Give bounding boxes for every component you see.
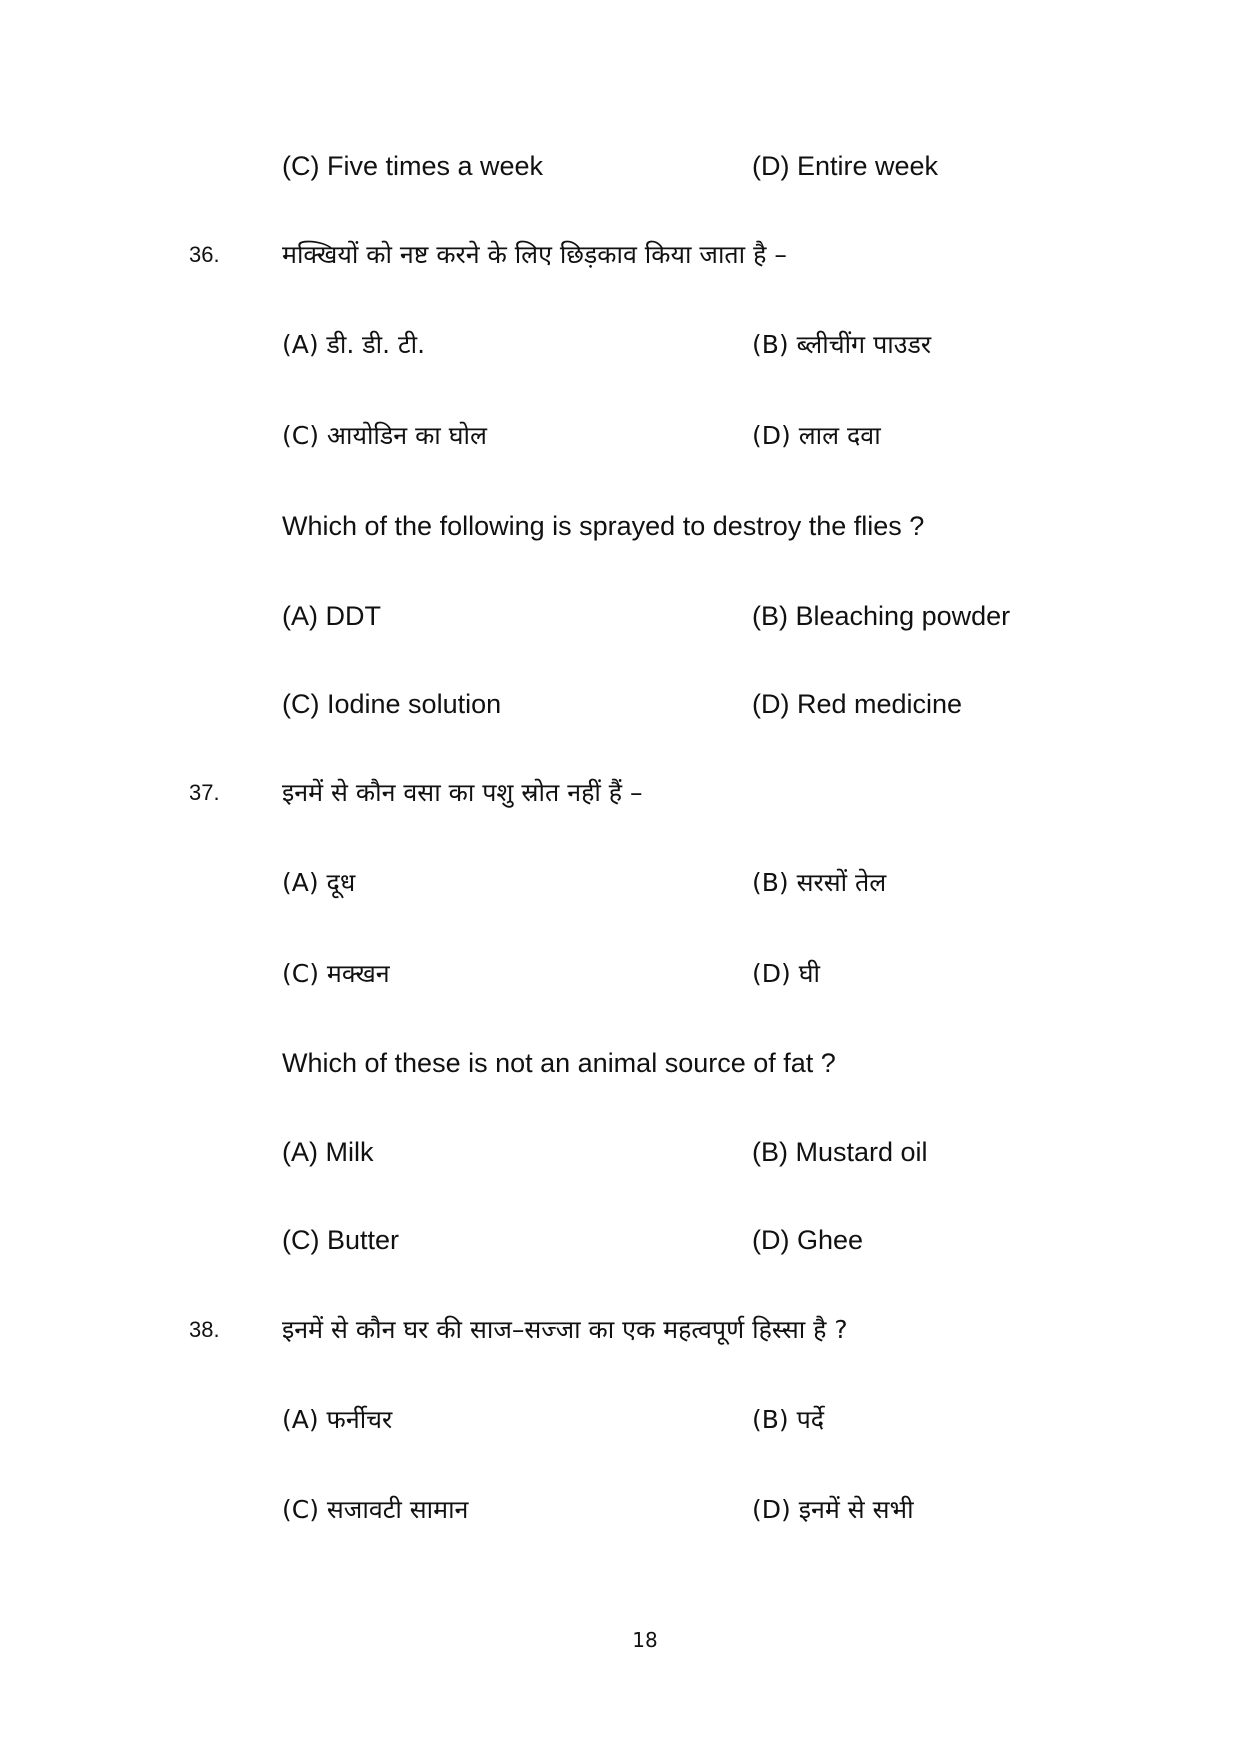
option-b-hindi: (B) ब्लीचींग पाउडर (752, 330, 932, 359)
option-d-english: (D) Red medicine (752, 689, 963, 719)
question-text-english: Which of the following is sprayed to destroy the flies ? (282, 511, 925, 541)
option-d-hindi: (D) लाल दवा (752, 421, 881, 450)
question-38-hindi-options-ab (0, 1400, 1241, 1440)
option-a-hindi: (A) फर्नीचर (282, 1405, 393, 1434)
option-d-hindi: (D) घी (752, 959, 820, 988)
option-c-english: (C) Butter (282, 1225, 400, 1255)
question-number: 36. (189, 242, 220, 267)
question-text-english: Which of these is not an animal source of fat ? (282, 1048, 836, 1078)
question-37-hindi-options-ab (0, 863, 1241, 903)
option-c-hindi: (C) सजावटी सामान (282, 1495, 469, 1524)
option-a-english: (A) DDT (282, 601, 381, 631)
option-c: (C) Five times a week (282, 151, 544, 181)
question-text-hindi: इनमें से कौन घर की साज–सज्जा का एक महत्वपूर्ण हिस्सा है ? (282, 1315, 848, 1344)
question-number: 38. (189, 1317, 220, 1342)
option-a-hindi: (A) दूध (282, 868, 356, 897)
option-b-hindi: (B) सरसों तेल (752, 868, 887, 897)
question-37-english (0, 1043, 1241, 1083)
option-b-hindi: (B) पर्दे (752, 1405, 825, 1434)
option-d-english: (D) Ghee (752, 1225, 864, 1255)
option-a-english: (A) Milk (282, 1137, 374, 1167)
question-36-hindi-options-ab (0, 325, 1241, 365)
option-c-hindi: (C) मक्खन (282, 959, 390, 988)
question-36-english-options-ab (0, 596, 1241, 636)
question-36-hindi (0, 235, 1241, 275)
option-d-hindi: (D) इनमें से सभी (752, 1495, 914, 1524)
question-36-hindi-options-cd (0, 416, 1241, 456)
question-37-hindi-options-cd (0, 954, 1241, 994)
question-38-hindi-options-cd (0, 1490, 1241, 1530)
question-number: 37. (189, 780, 220, 805)
option-c-english: (C) Iodine solution (282, 689, 502, 719)
question-text-hindi: इनमें से कौन वसा का पशु स्रोत नहीं हैं – (282, 778, 643, 807)
option-b-english: (B) Bleaching powder (752, 601, 1011, 631)
option-b-english: (B) Mustard oil (752, 1137, 928, 1167)
option-c-hindi: (C) आयोडिन का घोल (282, 421, 487, 450)
carryover-option-row (0, 146, 1241, 186)
page-number: 18 (632, 1628, 658, 1652)
question-text-hindi: मक्खियों को नष्ट करने के लिए छिड़काव किया जाता है – (282, 240, 787, 269)
question-37-english-options-ab (0, 1132, 1241, 1172)
option-a-hindi: (A) डी. डी. टी. (282, 330, 426, 359)
question-36-english (0, 506, 1241, 546)
question-38-hindi (0, 1310, 1241, 1350)
question-37-hindi (0, 773, 1241, 813)
option-d: (D) Entire week (752, 151, 939, 181)
question-36-english-options-cd (0, 684, 1241, 724)
question-37-english-options-cd (0, 1220, 1241, 1260)
